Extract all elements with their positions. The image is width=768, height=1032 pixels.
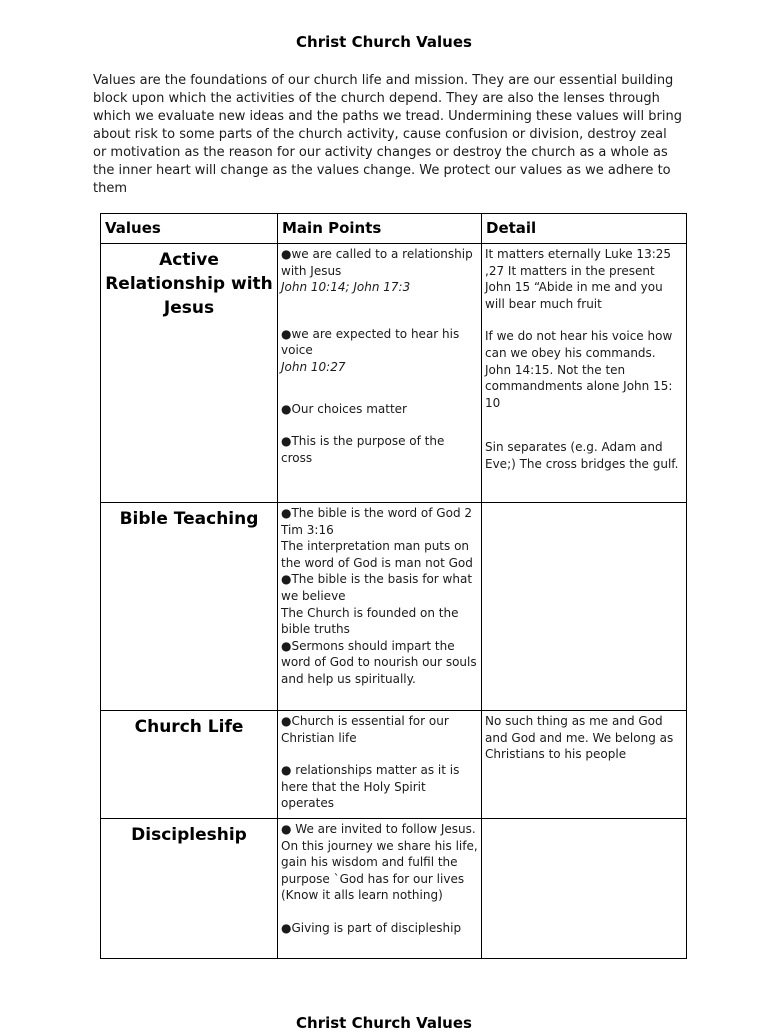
main-points-cell (278, 503, 482, 711)
value-cell (101, 503, 278, 711)
main-point: ●we are called to a relationship with Jesus (281, 247, 473, 278)
detail-cell (482, 711, 687, 819)
main-point: ●we are expected to hear his voice (281, 326, 460, 358)
detail-text: If we do not hear his voice how can we obey his commands. John 14:15. Not the ten commandments alone John 15: 10 (485, 329, 673, 410)
main-point: ●The bible is the basis for what we believe (281, 572, 473, 603)
intro-paragraph: Values are the foundations of our church life and mission. They are our essential building block upon which the activities of the church depend. They are also the lenses through which we evaluate new ideas and the paths we tread. Undermining these values will bring about risk to some parts of the church activity, cause confusion or division, destroy zeal or motivation as the reason for our activity changes or destroy the church as a whole as the inner heart will change as the values change. We protect our values as we adhere to them (93, 73, 682, 196)
main-point: ●Our choices matter (281, 401, 407, 416)
main-points-cell (278, 818, 482, 958)
main-point: The Church is founded on the bible truths (281, 605, 459, 637)
detail-cell (482, 503, 687, 711)
main-point: ●This is the purpose of the cross (281, 434, 445, 465)
next-page-title: Christ Church Values (296, 1014, 472, 1032)
scripture-reference: John 10:14; John 17:3 (281, 280, 411, 295)
value-cell (101, 818, 278, 958)
main-points-cell (278, 244, 482, 503)
value-name: Active Relationship with Jesus (105, 250, 273, 318)
main-point: The interpretation man puts on the word of God is man not God (281, 539, 473, 570)
table-row (101, 503, 687, 711)
main-point: ● relationships matter as it is here that the Holy Spirit operates (281, 763, 460, 811)
value-name: Bible Teaching (119, 509, 259, 529)
main-points-cell (278, 711, 482, 819)
main-point: ●Church is essential for our Christian life (281, 714, 449, 745)
main-point: ●Giving is part of discipleship (281, 920, 462, 935)
values-table (100, 213, 687, 959)
header-main-points: Main Points (278, 214, 482, 244)
value-name: Discipleship (131, 824, 247, 845)
document-title: Christ Church Values (296, 33, 472, 51)
detail-text: No such thing as me and God and God and me. We belong as Christians to his people (485, 714, 674, 762)
header-values: Values (101, 214, 278, 244)
detail-cell (482, 244, 687, 503)
detail-cell (482, 818, 687, 958)
table-row (101, 244, 687, 503)
table-row (101, 818, 687, 958)
detail-text: It matters eternally Luke 13:25 ,27 It matters in the present John 15 “Abide in me and you will bear much fruit (485, 247, 672, 311)
header-detail: Detail (482, 214, 687, 244)
main-point: ●Sermons should impart the word of God to nourish our souls and help us spiritually. (281, 638, 477, 686)
main-point: ● We are invited to follow Jesus. On this journey we share his life, gain his wisdom and fulfil the purpose `God has for our lives (Know it alls learn nothing) (281, 821, 478, 903)
table-row (101, 711, 687, 819)
main-point: ●The bible is the word of God 2 Tim 3:16 (281, 506, 473, 537)
table-header-row (101, 214, 687, 244)
detail-text: Sin separates (e.g. Adam and Eve;) The cross bridges the gulf. (485, 440, 679, 471)
value-cell (101, 711, 278, 819)
scripture-reference: John 10:27 (281, 359, 346, 374)
value-name: Church Life (134, 717, 244, 737)
value-cell (101, 244, 278, 503)
